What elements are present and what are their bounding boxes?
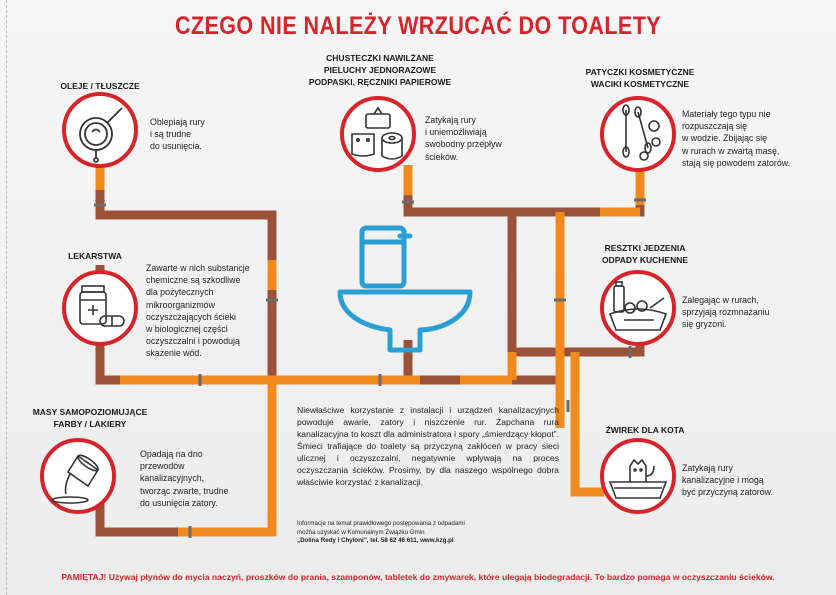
desc-oils [150,116,260,153]
caption-line: CHUSTECZKI NAWILŻANE [326,53,434,63]
desc-line: mikroorganizmów [146,299,215,310]
medicine-circle [62,270,138,346]
caption-line: WACIKI KOSMETYCZNE [590,79,690,89]
medicine-icon [66,274,134,342]
footnote [297,520,557,546]
food-circle [600,270,676,346]
desc-line: kanalizacyjne i mogą [682,475,764,486]
desc-line: stają się powodem zatorów. [682,157,791,168]
food-waste-icon [604,274,672,342]
desc-line: Zatykają rury [425,115,476,125]
caption-line: LEKARSTWA [68,251,122,261]
paint-circle [40,438,116,514]
paint-can-icon [44,442,112,510]
caption-medicine [40,250,150,262]
frying-pan-icon [66,96,134,164]
caption-line: MASY SAMOPOZIOMUJĄCE [32,407,148,417]
desc-line: Zalegając w rurach, [682,295,759,305]
caption-line: PATYCZKI KOSMETYCZNE [585,67,695,77]
desc-litter [682,462,812,499]
wipes-circle [340,96,416,172]
caption-line: PODPASKI, RĘCZNIKI PAPIEROWE [308,77,452,87]
caption-line: OLEJE / TŁUSZCZE [60,81,140,91]
desc-food [682,294,812,331]
wipes-diaper-icon [344,100,412,168]
desc-line: swobodny przepływ [425,139,502,150]
poster-title: CZEGO NIE NALEŻY WRZUCAĆ DO TOALETY [174,12,662,40]
desc-line: rozpuszczają się [682,121,748,132]
desc-line: oczyszczających ścieki [146,311,236,322]
desc-line: w biologicznej części [146,324,228,335]
caption-wipes [300,52,460,88]
desc-line: chemiczne są szkodliwe [146,275,241,286]
desc-line: Oblepiają rury [150,117,205,127]
desc-line: Materiały tego typu nie [682,109,771,119]
desc-line: do usunięcia zatory. [140,497,218,508]
desc-line: kanalizacyjnych, [140,473,205,484]
caption-oils [50,80,150,92]
desc-medicine [146,262,272,360]
desc-line: przewodów [140,461,185,472]
bottom-reminder: PAMIĘTAJ! Używaj płynów do mycia naczyń, proszków do prania, szamponów, tabletek do zmywarek, które ulegają biodegradacji. To bardzo pomaga w oczyszczaniu ścieków. [61,572,775,582]
desc-line: do usunięcia. [150,141,202,152]
caption-paint [20,406,160,430]
desc-line: się gryzoni. [682,319,727,330]
desc-line: oczyszczalni i powodują [146,336,240,347]
desc-line: sprzyjają rozmnażaniu [682,307,770,318]
toilet-icon [340,228,470,350]
footnote-line: Informacje na temat prawidłowego postępowania z odpadami [297,520,465,527]
desc-swabs [682,108,832,169]
desc-line: dla pożytecznych [146,287,214,298]
desc-line: w rurach w zwartą masę, [682,145,780,156]
desc-line: Zatykają rury [682,463,733,473]
desc-line: i uniemożliwiają [425,127,487,138]
desc-line: Zawarte w nich substancje [146,263,250,273]
caption-litter [580,424,710,436]
desc-line: Opadają na dno [140,449,203,459]
desc-wipes [425,114,535,163]
desc-line: skażenie wód. [146,348,202,359]
litter-circle [600,438,676,514]
footnote-line: „Dolina Redy i Chyloni”, tel. 58 62 46 611, www.kzg.pl [297,537,454,545]
caption-line: RESZTKI JEDZENIA [604,243,686,253]
desc-line: tworząc zwarte, trudne [140,485,229,496]
oils-circle [62,92,138,168]
desc-line: być przyczyną zatorów. [682,487,773,498]
desc-line: w wodzie. Zbijając się [682,133,768,144]
desc-line: i są trudne [150,129,192,140]
caption-line: FARBY / LAKIERY [53,419,127,429]
cat-litter-icon [604,442,672,510]
swabs-circle [600,96,676,172]
desc-line: ścieków. [425,151,459,162]
caption-line: ŻWIREK DLA KOTA [605,425,685,435]
caption-food [580,242,710,266]
center-info-text: Niewłaściwe korzystanie z instalacji i urządzeń kanalizacyjnych powoduje awarie, zatory i niszczenie rur. Zapchana rura kanalizacyjna to koszt dla administratora i spory „śmierdzący kłopot”. Śmieci trafiające do toalety są przyczyną zakłóceń w pracy sieci ulicznej i oczyszczalni, negatywnie wpływają na proces oczyszczania ścieków. Prosimy, by dla naszego wspólnego dobra właściwie korzystać z kanalizacji. [297,405,559,487]
caption-swabs [570,66,710,90]
desc-paint [140,448,270,509]
caption-line: ODPADY KUCHENNE [601,255,689,265]
caption-line: PIELUCHY JEDNORAZOWE [323,65,437,75]
footnote-line: można uzyskać w Komunalnym Związku Gmin [297,528,425,536]
cotton-swab-icon [604,100,672,168]
